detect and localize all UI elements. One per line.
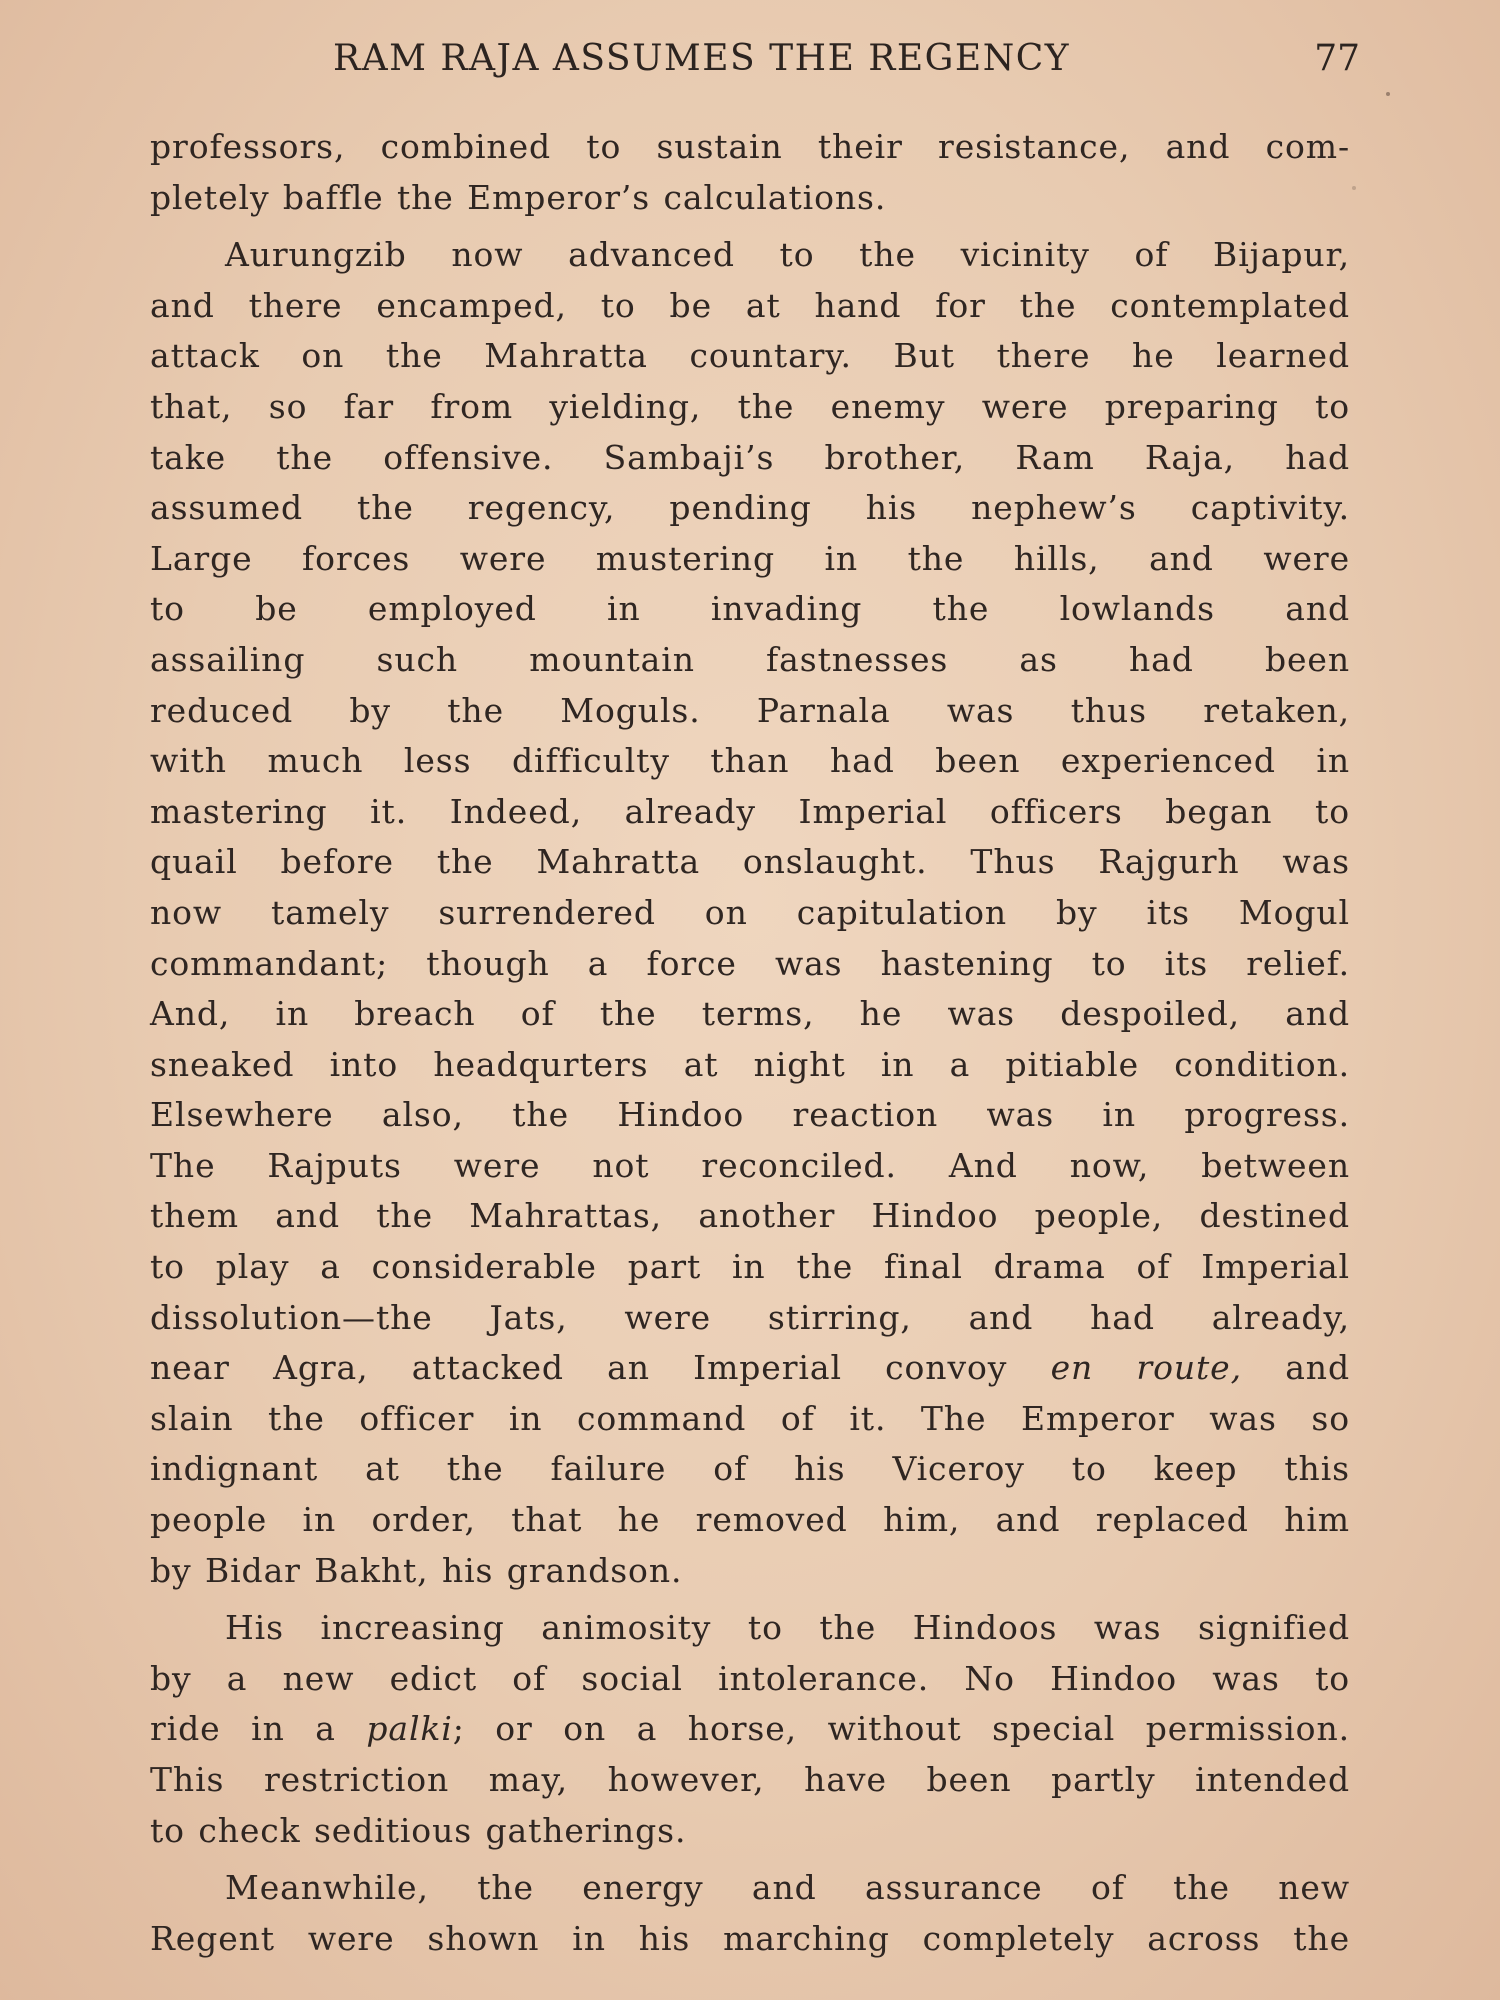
paragraph-1 [150, 122, 1350, 223]
text-line: The Rajputs were not reconciled. And now, between [150, 1145, 1350, 1185]
text-line: to play a considerable part in the final drama of Imperial [150, 1247, 1350, 1287]
text-run: ; or on a horse, without special permission. [452, 1709, 1350, 1749]
text-line: that, so far from yielding, the enemy were preparing to [150, 386, 1350, 426]
text-line: professors, combined to sustain their resistance, and com- [150, 127, 1350, 166]
text-line: by a new edict of social intolerance. No Hindoo was to [150, 1658, 1350, 1698]
text-line: and there encamped, to be at hand for the contemplated [150, 285, 1350, 325]
italic-phrase: palki [366, 1709, 453, 1749]
italic-phrase: en route, [1050, 1348, 1242, 1388]
text-line: indignant at the failure of his Viceroy to keep this [150, 1449, 1350, 1489]
text-line: people in order, that he removed him, and replaced him [150, 1500, 1350, 1540]
text-run: near Agra, attacked an Imperial convoy [150, 1348, 1051, 1388]
paper-speck [1386, 92, 1390, 96]
text-line: quail before the Mahratta onslaught. Thus Rajgurh was [150, 842, 1350, 882]
text-line: attack on the Mahratta countary. But there he learned [150, 336, 1350, 376]
text-line: assailing such mountain fastnesses as had been [150, 639, 1350, 679]
text-line: His increasing animosity to the Hindoos was signified [225, 1608, 1350, 1648]
text-line: slain the officer in command of it. The Emperor was so [150, 1398, 1350, 1438]
text-line: sneaked into headqurters at night in a pitiable condition. [150, 1044, 1350, 1084]
text-line: now tamely surrendered on capitulation by its Mogul [150, 892, 1350, 932]
page-number: 77 [1314, 38, 1360, 79]
text-run: and [1241, 1348, 1350, 1388]
paragraph-4 [150, 1863, 1350, 1964]
text-line: assumed the regency, pending his nephew’s captivity. [150, 488, 1350, 528]
body-text [150, 122, 1350, 1964]
paper-speck [1352, 186, 1356, 190]
text-line: them and the Mahrattas, another Hindoo people, destined [150, 1196, 1350, 1236]
text-line: Regent were shown in his marching completely across the [150, 1918, 1350, 1958]
text-line: with much less difficulty than had been experienced in [150, 741, 1350, 781]
text-line: Elsewhere also, the Hindoo reaction was in progress. [150, 1095, 1350, 1135]
text-line-palki [150, 1704, 1350, 1755]
text-run: ride in a [150, 1709, 367, 1749]
text-line: Aurungzib now advanced to the vicinity of Bijapur, [225, 235, 1350, 275]
text-line: by Bidar Bakht, his grandson. [150, 1550, 683, 1590]
text-line: Meanwhile, the energy and assurance of the new [225, 1868, 1350, 1908]
running-title: RAM RAJA ASSUMES THE REGENCY [333, 38, 1071, 79]
text-line: dissolution—the Jats, were stirring, and had already, [150, 1297, 1350, 1337]
text-line: mastering it. Indeed, already Imperial officers began to [150, 791, 1350, 831]
text-line: reduced by the Moguls. Parnala was thus retaken, [150, 690, 1350, 730]
text-line: to be employed in invading the lowlands and [150, 589, 1350, 629]
paragraph-3 [150, 1603, 1350, 1856]
text-line: pletely baffle the Emperor’s calculations. [150, 177, 887, 217]
text-line: take the offensive. Sambaji’s brother, Ram Raja, had [150, 437, 1350, 477]
text-line: commandant; though a force was hastening to its relief. [150, 943, 1350, 983]
paragraph-2 [150, 230, 1350, 1596]
text-line-agra [150, 1343, 1350, 1394]
text-line: to check seditious gatherings. [150, 1810, 687, 1850]
text-line: This restriction may, however, have been partly intended [150, 1760, 1350, 1799]
text-line: And, in breach of the terms, he was despoiled, and [150, 994, 1350, 1034]
text-line: Large forces were mustering in the hills, and were [150, 538, 1350, 578]
running-head [150, 38, 1360, 88]
